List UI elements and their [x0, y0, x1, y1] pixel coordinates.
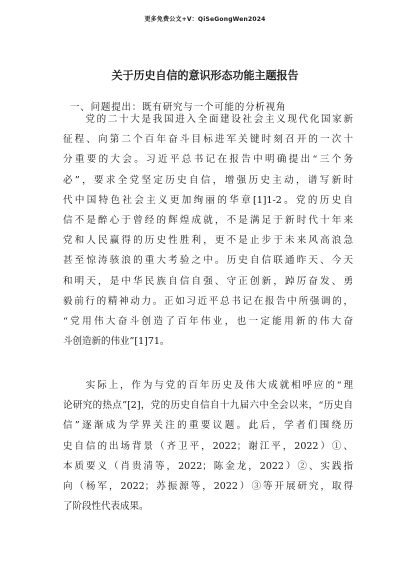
paragraph-line: 了阶段性代表成果。	[63, 501, 149, 513]
paragraph-line: 代中国特色社会主义更加绚丽的华章[1]1-2。党的历史自	[63, 194, 353, 206]
paragraph-line: 分重要的大会。习近平总书记在报告中明确提出“三个务	[63, 154, 353, 166]
paragraph-line: 毅前行的精神动力。正如习近平总书记在报告中所强调的，	[63, 295, 353, 307]
header-note: 更多免费公文+V：QiSeGongWen2024	[144, 16, 266, 23]
paragraph-line: 党的二十大是我国进入全面建设社会主义现代化国家新	[63, 114, 353, 125]
paragraph-line: 甚至惊涛骇浪的重大考验之中。历史自信联通昨天、今天	[63, 255, 353, 267]
paragraph-1	[63, 110, 353, 352]
paragraph-line: 党和人民赢得的历史性胜利，更不是止步于未来风高浪急	[63, 235, 353, 247]
paragraph-line: 史自信的出场背景（齐卫平，2022；谢江平，2022）①、	[63, 440, 353, 452]
paragraph-line: 向（杨军，2022；苏振源等，2022）③等开展研究，取得	[63, 480, 353, 492]
paragraph-line: 征程、向第二个百年奋斗目标进军关键时刻召开的一次十	[63, 134, 353, 146]
section-heading: 一、问题提出：既有研究与一个可能的分析视角	[70, 102, 287, 113]
paragraph-line: 必”，要求全党坚定历史自信，增强历史主动，谱写新时	[63, 174, 353, 186]
paragraph-line: 信不是醉心于曾经的辉煌成就，不是满足于新时代十年来	[63, 214, 353, 226]
paragraph-line: 信”逐渐成为学界关注的重要议题。此后，学者们围绕历	[63, 420, 353, 432]
paragraph-2	[63, 376, 353, 517]
paragraph-line: 斗创造新的伟业”[1]71。	[63, 336, 170, 348]
paragraph-line: 实际上，作为与党的百年历史及伟大成就相呼应的“理	[63, 380, 353, 391]
paragraph-line: 和明天，是中华民族自信自强、守正创新，踔厉奋发、勇	[63, 275, 353, 287]
paragraph-line: 论研究的热点”[2]，党的历史自信自十九届六中全会以来，“历史自	[63, 400, 353, 412]
paragraph-line: 本质要义（肖贵清等，2022；陈金龙，2022）②、实践指	[63, 460, 353, 472]
paragraph-line: “党用伟大奋斗创造了百年伟业，也一定能用新的伟大奋	[63, 315, 353, 327]
document-title: 关于历史自信的意识形态功能主题报告	[111, 69, 299, 82]
